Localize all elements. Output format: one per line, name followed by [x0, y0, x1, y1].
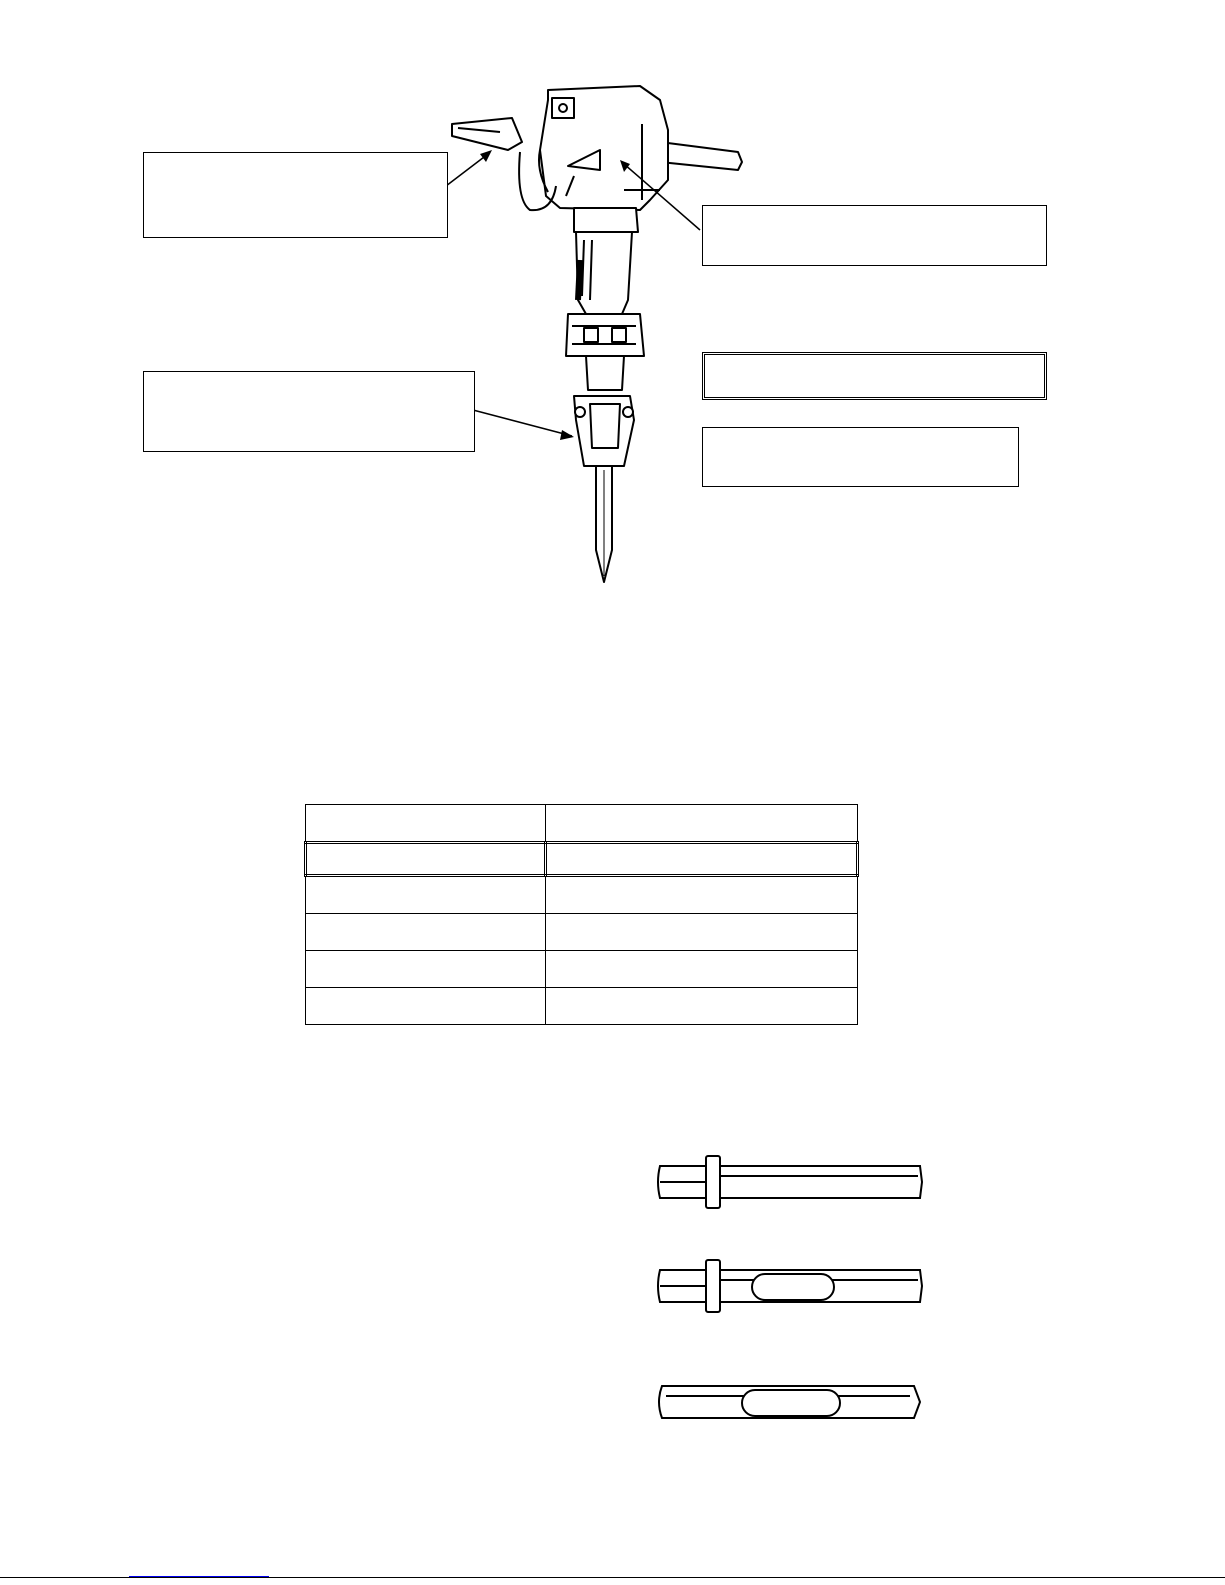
callout-tool-retainer [143, 371, 475, 452]
table-cell [546, 914, 858, 951]
footer-rule [0, 1577, 1225, 1578]
table-cell [306, 914, 546, 951]
table-row [306, 843, 858, 876]
callout-switch [143, 152, 448, 238]
table-cell [546, 951, 858, 988]
callout-handle-grip [702, 352, 1047, 400]
table-cell [306, 876, 546, 914]
table-row [306, 988, 858, 1025]
table-cell [546, 843, 858, 876]
table-cell [306, 843, 546, 876]
callout-motor-housing [702, 205, 1047, 266]
table-cell [546, 876, 858, 914]
table-row [306, 805, 858, 843]
spec-table [304, 804, 859, 1025]
table-row [306, 876, 858, 914]
table-row [306, 951, 858, 988]
table-cell [306, 951, 546, 988]
table-cell [306, 805, 546, 843]
table-row [306, 914, 858, 951]
table-cell [546, 805, 858, 843]
footer-link-underline[interactable] [129, 1576, 269, 1577]
table-cell [546, 988, 858, 1025]
callout-bit [702, 427, 1019, 487]
table-cell [306, 988, 546, 1025]
